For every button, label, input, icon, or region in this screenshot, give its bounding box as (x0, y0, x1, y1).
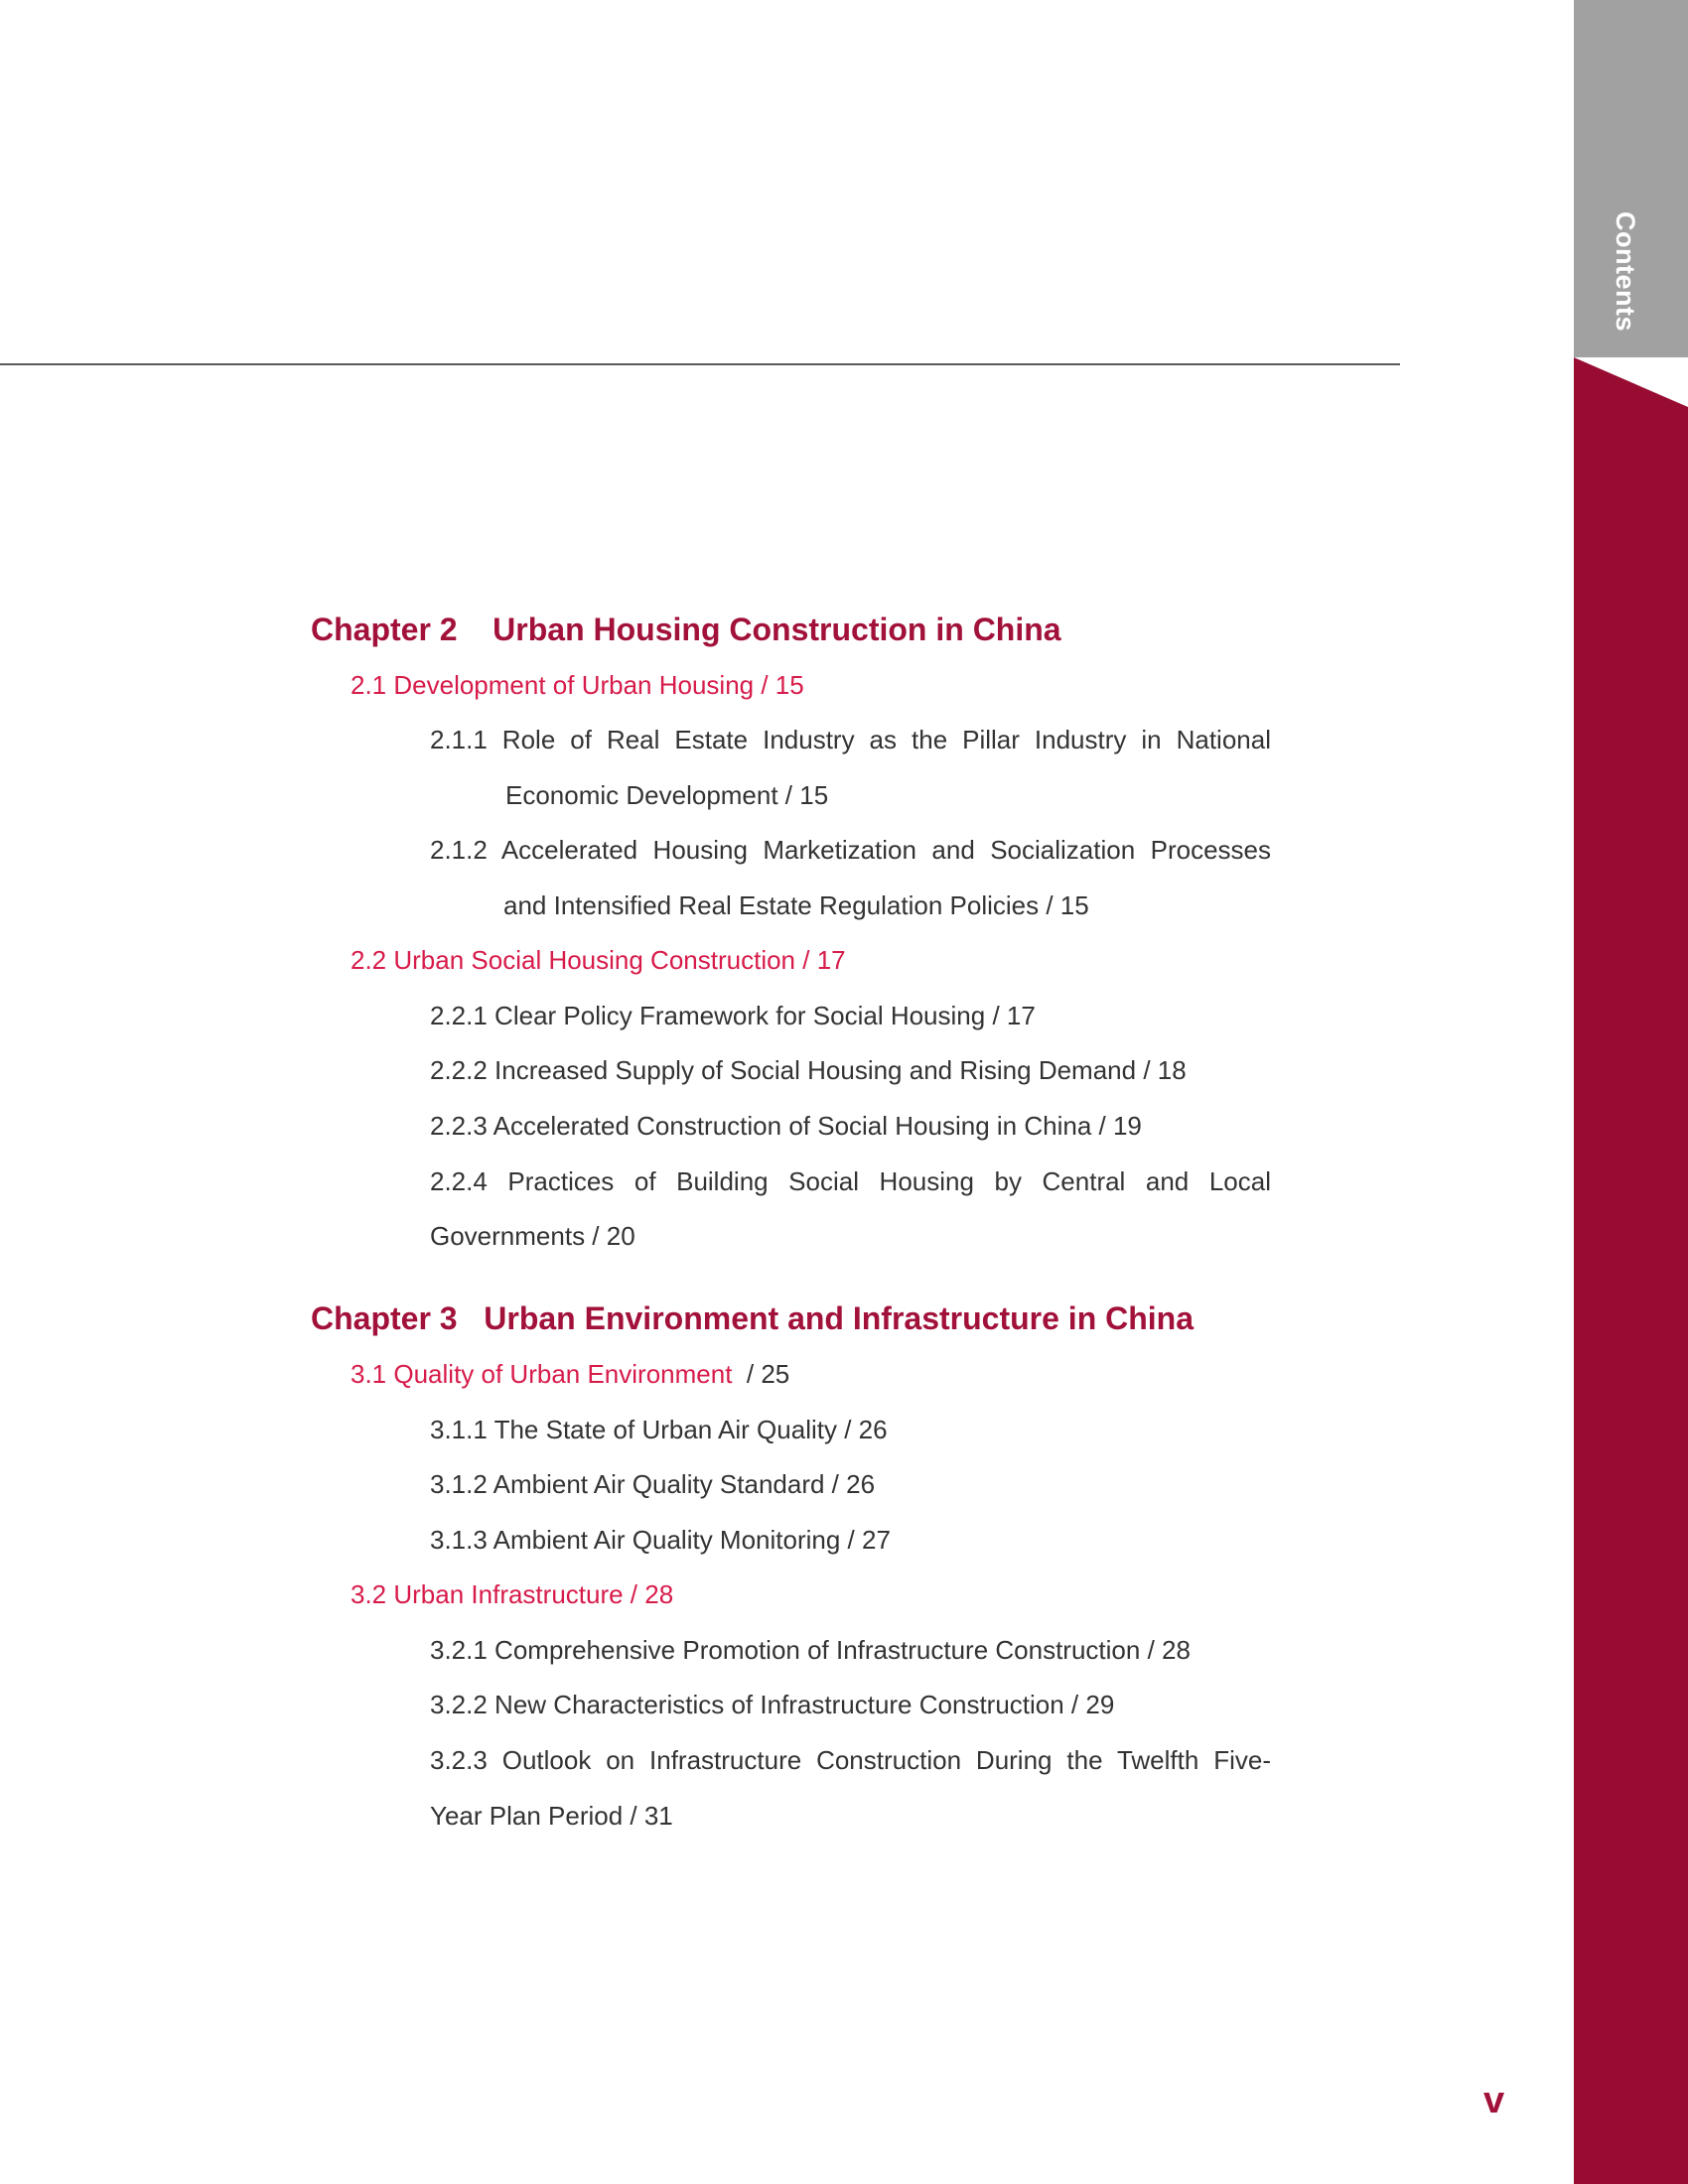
toc-entry[interactable]: 2.2.2 Increased Supply of Social Housing and Rising Demand / 18 (430, 1055, 1187, 1085)
side-tab-label: Contents (1611, 211, 1640, 332)
toc-entry[interactable]: 3.1.1 The State of Urban Air Quality / 26 (430, 1415, 888, 1444)
chapter-number: Chapter 3 (311, 1300, 458, 1336)
toc-entry-continuation[interactable]: Year Plan Period / 31 (430, 1801, 673, 1831)
chapter-number: Chapter 2 (311, 612, 458, 647)
toc-entry[interactable]: 3.2.3 Outlook on Infrastructure Construction During the Twelfth Five- (430, 1745, 1271, 1775)
toc-entry[interactable]: 2.2.1 Clear Policy Framework for Social Housing / 17 (430, 1001, 1036, 1030)
chapter-title: Urban Environment and Infrastructure in China (484, 1300, 1195, 1336)
page-number: v (1483, 2080, 1505, 2121)
toc-entry[interactable]: 3.1.3 Ambient Air Quality Monitoring / 27 (430, 1525, 891, 1555)
toc-entry-continuation[interactable]: Governments / 20 (430, 1221, 635, 1251)
section-heading[interactable]: 2.2 Urban Social Housing Construction / 17 (351, 945, 846, 975)
section-page: / 25 (732, 1359, 790, 1389)
toc-entry[interactable]: 2.2.3 Accelerated Construction of Social Housing in China / 19 (430, 1111, 1142, 1141)
toc-entry-continuation[interactable]: Economic Development / 15 (505, 780, 829, 810)
toc-entry[interactable]: 3.1.2 Ambient Air Quality Standard / 26 (430, 1469, 876, 1499)
toc-entry[interactable]: 2.1.1 Role of Real Estate Industry as the Pillar Industry in National (430, 725, 1271, 754)
chapter-title: Urban Housing Construction in China (492, 612, 1061, 647)
chapter-heading[interactable] (311, 612, 1061, 648)
section-heading[interactable]: 2.1 Development of Urban Housing / 15 (351, 670, 804, 700)
section-title: 3.1 Quality of Urban Environment (351, 1359, 733, 1389)
toc-entry[interactable]: 3.2.1 Comprehensive Promotion of Infrastructure Construction / 28 (430, 1635, 1191, 1665)
toc-entry-continuation[interactable]: and Intensified Real Estate Regulation Policies / 15 (503, 890, 1089, 920)
header-rule (0, 363, 1400, 365)
chapter-heading[interactable] (311, 1300, 1194, 1337)
section-heading[interactable] (351, 1359, 789, 1390)
toc-entry[interactable]: 2.2.4 Practices of Building Social Housing by Central and Local (430, 1166, 1271, 1196)
toc-entry[interactable]: 2.1.2 Accelerated Housing Marketization and Socialization Processes (430, 835, 1271, 865)
toc-entry[interactable]: 3.2.2 New Characteristics of Infrastructure Construction / 29 (430, 1690, 1115, 1719)
section-heading[interactable]: 3.2 Urban Infrastructure / 28 (351, 1579, 674, 1609)
